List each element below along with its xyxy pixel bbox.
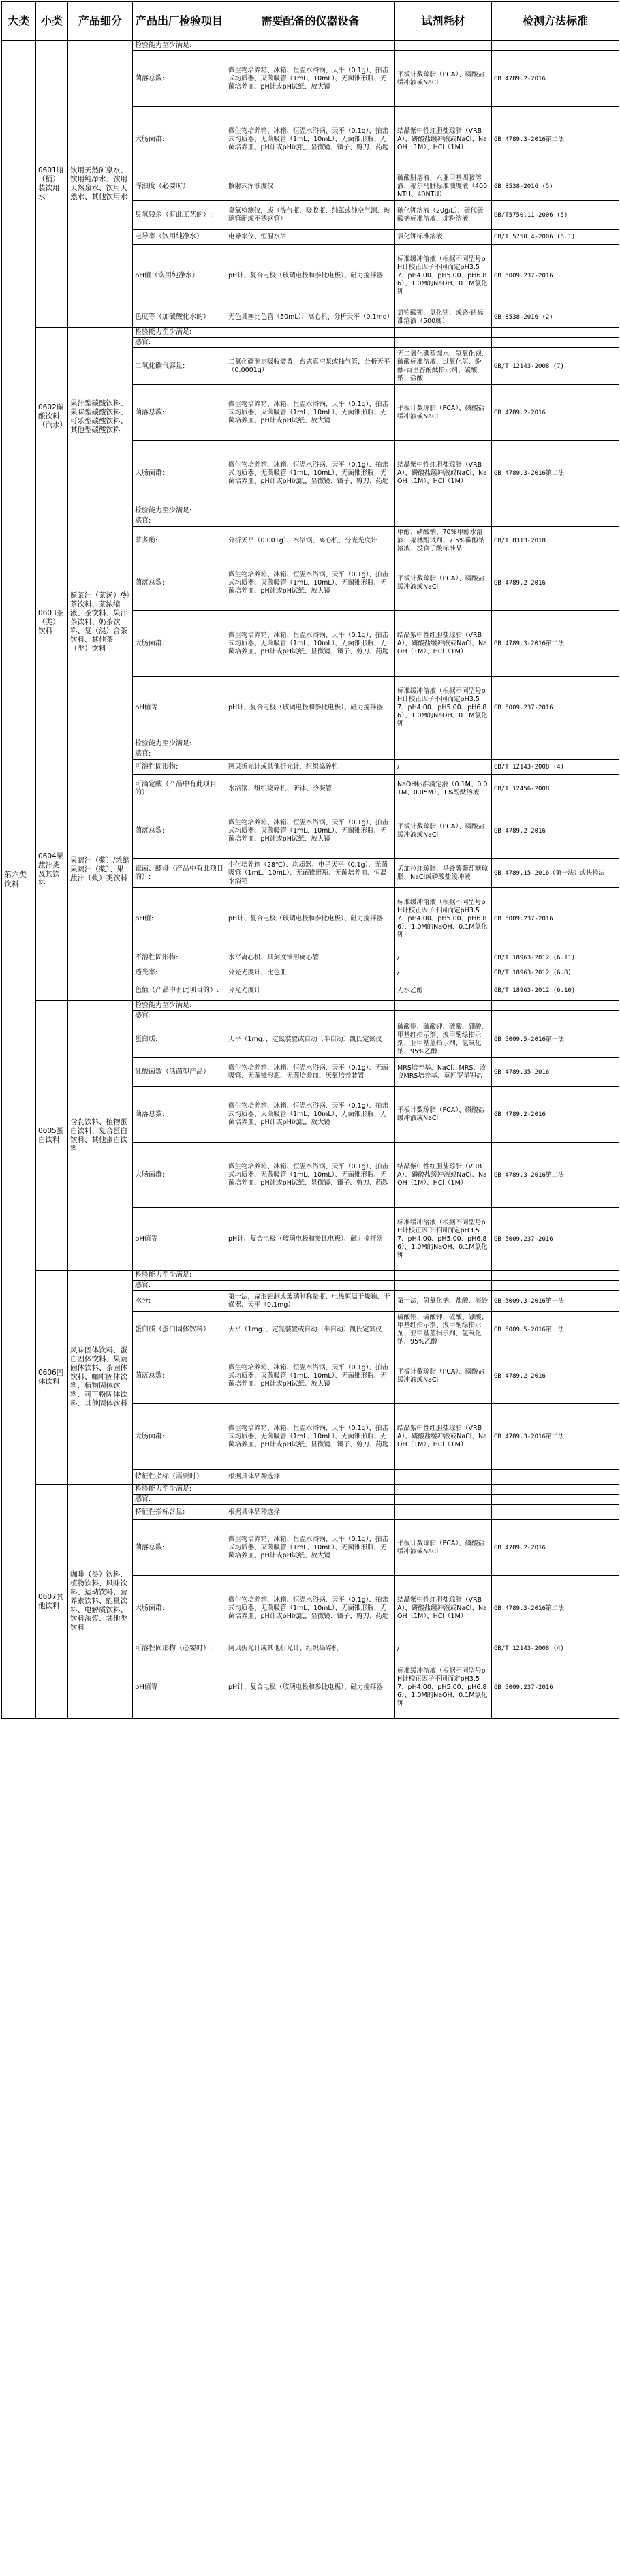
table-body <box>2 41 619 1719</box>
reagent-cell: 结晶紫中性红胆盐琼脂（VRBA）、磷酸盐缓冲液或NaCl、NaOH（1M）、HCl（1M） <box>395 1576 492 1641</box>
subcategory-cell: 0602碳酸饮料（汽水） <box>36 328 68 506</box>
subcategory-cell: 0607其他饮料 <box>36 1485 68 1719</box>
inspection-item-cell: 感官: <box>133 1495 226 1505</box>
table-row <box>2 739 619 749</box>
subcategory-cell: 0605蛋白饮料 <box>36 1001 68 1271</box>
inspection-item-cell: 检验能力至少满足: <box>133 739 226 749</box>
reagent-cell: 结晶紫中性红胆盐琼脂（VRBA）、磷酸盐缓冲液或NaCl、NaOH（1M）、HCl（1M） <box>395 107 492 172</box>
standard-cell: GB 4789.2-2016 <box>492 385 619 441</box>
product-detail-cell: 咖啡（类）饮料、植物饮料、风味饮料、运动饮料、营养素饮料、能量饮料、电解质饮料、饮料浓浆、其他类饮料 <box>68 1485 133 1719</box>
standard-cell <box>492 41 619 51</box>
standard-cell <box>492 1485 619 1495</box>
standard-cell: GB 5009.237-2016 <box>492 245 619 307</box>
inspection-item-cell: 检验能力至少满足: <box>133 41 226 51</box>
standard-cell: GB 5009.5-2016第一法 <box>492 1312 619 1348</box>
inspection-item-cell: 菌落总数: <box>133 1087 226 1143</box>
inspection-item-cell: 色度等（加碳酸化水的） <box>133 307 226 328</box>
subcategory-cell: 0604果蔬汁类及其饮料 <box>36 739 68 1001</box>
standard-cell <box>492 1271 619 1281</box>
reagent-cell <box>395 1470 492 1485</box>
reagent-cell: 平板计数琼脂（PCA）、磷酸盐缓冲液或NaCl <box>395 385 492 441</box>
reagent-cell: 平板计数琼脂（PCA）、磷酸盐缓冲液或NaCl <box>395 1087 492 1143</box>
inspection-item-cell: 色值（产品中有此项目的）: <box>133 980 226 1001</box>
standard-cell: GB 4789.3-2016第二法 <box>492 1576 619 1641</box>
equipment-cell: 臭氧检测仪，或（洗气瓶、吸收瓶、纯氮或纯空气源、玻璃管配或不锈钢管） <box>226 201 395 230</box>
inspection-item-cell: 水分: <box>133 1291 226 1312</box>
reagent-cell: 平板计数琼脂（PCA）、磷酸盐缓冲液或NaCl <box>395 1348 492 1404</box>
equipment-cell: 根据具体品种选择 <box>226 1505 395 1520</box>
product-detail-cell: 风味固体饮料、蛋白固体饮料、果蔬固体饮料、茶固体饮料、咖啡固体饮料、植物固体饮料、可可粉固体饮料、其他固体饮料 <box>68 1271 133 1485</box>
standard-cell: GB 4789.3-2016第二法 <box>492 107 619 172</box>
reagent-cell: 结晶紫中性红胆盐琼脂（VRBA）、磷酸盐缓冲液或NaCl、NaOH（1M）、HCl（1M） <box>395 1143 492 1208</box>
equipment-cell: 电导率仪、恒温水浴 <box>226 230 395 245</box>
reagent-cell <box>395 41 492 51</box>
reagent-cell: / <box>395 1641 492 1656</box>
inspection-item-cell: 透光率: <box>133 965 226 980</box>
inspection-item-cell: 感官: <box>133 338 226 348</box>
equipment-cell: 微生物培养箱、冰箱、恒温水浴锅、天平（0.1g）、拍击式均质器、灭菌吸管（1mL、10mL）、无菌锥形瓶、无菌培养皿、pH计或pH试纸、放大镜 <box>226 1348 395 1404</box>
standard-cell <box>492 739 619 749</box>
equipment-cell <box>226 506 395 516</box>
equipment-cell: 微生物培养箱、冰箱、恒温水浴锅、天平（0.1g）、拍击式均质器、无菌吸管（1mL、10mL）、无菌锥形瓶、无菌培养皿、pH计或pH试纸、显微镜、镊子、剪刀、药匙 <box>226 1576 395 1641</box>
standard-cell: GB 4789.2-2016 <box>492 51 619 107</box>
equipment-cell: 微生物培养箱、冰箱、恒温水浴锅、天平（0.1g）、拍击式均质器、无菌吸管（1mL、10mL）、无菌锥形瓶、无菌培养皿、pH计或pH试纸、显微镜、镊子、剪刀、药匙 <box>226 107 395 172</box>
standard-cell: GB 4789.2-2016 <box>492 1348 619 1404</box>
inspection-item-cell: 特征性指标含量: <box>133 1505 226 1520</box>
reagent-cell <box>395 516 492 527</box>
inspection-item-cell: 可溶性固形物（必要时）: <box>133 1641 226 1656</box>
table-row <box>2 506 619 516</box>
equipment-cell: 第一法，扁形铝制或玻璃制称量瓶、电热恒温干燥箱、干燥器、天平（0.1mg） <box>226 1291 395 1312</box>
inspection-item-cell: 感官: <box>133 749 226 760</box>
equipment-cell <box>226 1485 395 1495</box>
standard-cell: GB/T 18963-2012 (6.10) <box>492 980 619 1001</box>
standard-cell <box>492 516 619 527</box>
inspection-item-cell: 臭氧残余（有此工艺的）: <box>133 201 226 230</box>
equipment-cell: 微生物培养箱、冰箱、恒温水浴锅、天平（0.1g）、拍击式均质器、灭菌吸管（1mL、10mL）、无菌锥形瓶、无菌培养皿、pH计或pH试纸、放大镜 <box>226 555 395 611</box>
reagent-cell: 结晶紫中性红胆盐琼脂（VRBA）、磷酸盐缓冲液或NaCl、NaOH（1M）、HCl（1M） <box>395 1404 492 1470</box>
reagent-cell: 氯化钾标准溶液 <box>395 230 492 245</box>
inspection-item-cell: 可滴定酸（产品中有此项目的） <box>133 775 226 803</box>
equipment-cell: 微生物培养箱、冰箱、恒温水浴锅、天平（0.1g）、拍击式均质器、灭菌吸管（1mL、10mL）、无菌锥形瓶、无菌培养皿、pH计或pH试纸、放大镜 <box>226 385 395 441</box>
table-row <box>2 1271 619 1281</box>
standard-cell <box>492 328 619 338</box>
inspection-item-cell: 电导率（饮用纯净水） <box>133 230 226 245</box>
reagent-cell <box>395 506 492 516</box>
inspection-item-cell: 大肠菌群: <box>133 1143 226 1208</box>
standard-cell: GB/T 12143-2008 (4) <box>492 760 619 775</box>
standard-cell: GB 5009.237-2016 <box>492 1656 619 1719</box>
inspection-item-cell: 不溶性固形物: <box>133 950 226 965</box>
standard-cell: GB 5009.3-2016第一法 <box>492 1291 619 1312</box>
product-detail-cell: 果蔬汁（浆）/浓缩果蔬汁（浆）、果蔬汁（浆）类饮料 <box>68 739 133 1001</box>
reagent-cell: / <box>395 950 492 965</box>
inspection-item-cell: 浑浊度（必要时） <box>133 172 226 201</box>
inspection-item-cell: pH值: <box>133 888 226 950</box>
equipment-cell: 微生物培养箱、冰箱、恒温水浴锅、天平（0.1g）、拍击式均质器、无菌吸管（1mL、10mL）、无菌锥形瓶、无菌培养皿、pH计或pH试纸、显微镜、镊子、剪刀、药匙 <box>226 1404 395 1470</box>
reagent-cell: 碘化钾溶液（20g/L）、硫代硫酸钠标准溶液、淀粉溶液 <box>395 201 492 230</box>
reagent-cell: 结晶紫中性红胆盐琼脂（VRBA）、磷酸盐缓冲液或NaCl、NaOH（1M）、HCl（1M） <box>395 611 492 677</box>
standard-cell <box>492 1001 619 1011</box>
reagent-cell: NaOH标准滴定液（0.1M、0.01M、0.05M）、1%酚酞溶液 <box>395 775 492 803</box>
inspection-item-cell: 大肠菌群: <box>133 107 226 172</box>
header-category: 大类 <box>2 2 36 41</box>
equipment-cell: 微生物培养箱、冰箱、恒温水浴锅、天平（0.1g）、无菌吸管、无菌锥形瓶、无菌培养皿、厌氧培养装置 <box>226 1058 395 1087</box>
equipment-cell: 微生物培养箱、冰箱、恒温水浴锅、天平（0.1g）、拍击式均质器、灭菌吸管（1mL、10mL）、无菌锥形瓶、无菌培养皿、pH计或pH试纸、放大镜 <box>226 803 395 859</box>
standard-cell: GB 5009.237-2016 <box>492 677 619 739</box>
inspection-item-cell: pH值等 <box>133 1208 226 1271</box>
inspection-item-cell: 菌落总数: <box>133 1520 226 1576</box>
inspection-item-cell: 茶多酚: <box>133 527 226 555</box>
inspection-item-cell: 大肠菌群: <box>133 1576 226 1641</box>
standard-cell: GB 8538-2016 (5) <box>492 172 619 201</box>
equipment-cell: 水平离心机、具刻度锥形离心管 <box>226 950 395 965</box>
standard-cell: GB 4789.3-2016第二法 <box>492 441 619 506</box>
inspection-item-cell: 霉菌、酵母（产品中有此项目的）: <box>133 859 226 888</box>
equipment-cell: 散射式浑浊度仪 <box>226 172 395 201</box>
reagent-cell: 标准缓冲溶液（根据不同型号pH计校正因子不同而定pH3.57、pH4.00、pH5.00、pH6.86）、1.0M的NaOH、0.1M氯化钾 <box>395 1656 492 1719</box>
reagent-cell <box>395 1271 492 1281</box>
header-subcategory: 小类 <box>36 2 68 41</box>
reagent-cell <box>395 739 492 749</box>
reagent-cell: 甲醇、磷酸钠、70%甲醇水溶液、福林酚试剂、7.5%碳酸钠溶液、没食子酸标准品 <box>395 527 492 555</box>
inspection-item-cell: 感官: <box>133 516 226 527</box>
standard-cell: GB 4789.35-2016 <box>492 1058 619 1087</box>
reagent-cell <box>395 1281 492 1291</box>
product-detail-cell: 原茶汁（茶汤）/纯茶饮料、茶浓缩液、茶饮料、果汁茶饮料、奶茶饮料、复（混）合茶饮料、其他茶（类）饮料 <box>68 506 133 739</box>
inspection-item-cell: 检验能力至少满足: <box>133 328 226 338</box>
standard-cell <box>492 1281 619 1291</box>
equipment-table <box>1 1 619 1719</box>
standard-cell: GB 4789.2-2016 <box>492 1087 619 1143</box>
inspection-item-cell: 可溶性固形物: <box>133 760 226 775</box>
product-detail-cell: 含乳饮料、植物蛋白饮料、复合蛋白饮料、其他蛋白饮料 <box>68 1001 133 1271</box>
standard-cell: GB/T 12456-2008 <box>492 775 619 803</box>
equipment-cell: 微生物培养箱、冰箱、恒温水浴锅、天平（0.1g）、拍击式均质器、灭菌吸管（1mL、10mL）、无菌锥形瓶、无菌培养皿、pH计或pH试纸、放大镜 <box>226 51 395 107</box>
standard-cell: GB 5009.237-2016 <box>492 1208 619 1271</box>
equipment-cell: 无色具塞比色管（50mL）、高心机、分析天平（0.1mg） <box>226 307 395 328</box>
inspection-item-cell: pH值等 <box>133 1656 226 1719</box>
equipment-cell: 微生物培养箱、冰箱、恒温水浴锅、天平（0.1g）、拍击式均质器、无菌吸管（1mL、10mL）、无菌锥形瓶、无菌培养皿、pH计或pH试纸、显微镜、镊子、剪刀、药匙 <box>226 441 395 506</box>
inspection-item-cell: 特征性指标（需要时） <box>133 1470 226 1485</box>
reagent-cell <box>395 749 492 760</box>
reagent-cell: 硫酸肼溶液、六亚甲基四胺溶液、福尔马肼标准浊度液（400NTU、40NTU） <box>395 172 492 201</box>
equipment-cell: pH计、复合电极（玻璃电极和参比电极）、磁力搅拌器 <box>226 245 395 307</box>
table-row <box>2 41 619 51</box>
equipment-cell: 生化培养箱（28℃）、均质器、电子天平（0.1g）、无菌吸管（1mL、10mL）、无菌锥形瓶、无菌培养皿、恒温水浴箱 <box>226 859 395 888</box>
standard-cell: GB 4789.15-2016（第一法）或快检法 <box>492 859 619 888</box>
equipment-cell <box>226 1011 395 1021</box>
inspection-item-cell: 大肠菌群: <box>133 441 226 506</box>
reagent-cell: 平板计数琼脂（PCA）、磷酸盐缓冲液或NaCl <box>395 555 492 611</box>
subcategory-cell: 0601瓶（桶）装饮用水 <box>36 41 68 328</box>
inspection-item-cell: 蛋白质: <box>133 1021 226 1058</box>
equipment-cell: 天平（1mg）、定氮装置或自动（半自动）凯氏定氮仪 <box>226 1021 395 1058</box>
equipment-cell <box>226 749 395 760</box>
equipment-cell: pH计、复合电极（玻璃电极和参比电极）、磁力搅拌器 <box>226 1656 395 1719</box>
table-row <box>2 328 619 338</box>
reagent-cell <box>395 1485 492 1495</box>
reagent-cell: MRS培养基、NaCl、MRS、改良MRS培养基、莫匹罗星锂盐 <box>395 1058 492 1087</box>
equipment-cell: pH计、复合电极（玻璃电极和参比电极）、磁力搅拌器 <box>226 1208 395 1271</box>
equipment-cell <box>226 1495 395 1505</box>
table-row <box>2 1485 619 1495</box>
equipment-cell: pH计、复合电极（玻璃电极和参比电极）、磁力搅拌器 <box>226 677 395 739</box>
inspection-item-cell: 检验能力至少满足: <box>133 1485 226 1495</box>
product-detail-cell: 果汁型碳酸饮料、果味型碳酸饮料、可乐型碳酸饮料、其他型碳酸饮料 <box>68 328 133 506</box>
inspection-item-cell: 二氧化碳气容量: <box>133 348 226 385</box>
standard-cell: GB/T 5750.4-2006 (6.1) <box>492 230 619 245</box>
equipment-cell <box>226 516 395 527</box>
standard-cell: GB 4789.3-2016第二法 <box>492 611 619 677</box>
reagent-cell: 硫酸铜、硫酸钾、硫酸、硼酸、甲基红指示剂、溴甲酚绿指示剂、亚甲基蓝指示剂、氢氧化钠、95%乙醇 <box>395 1312 492 1348</box>
reagent-cell: 硫酸铜、硫酸钾、硫酸、硼酸、甲基红指示剂、溴甲酚绿指示剂、亚甲基蓝指示剂、氢氧化钠、95%乙醇 <box>395 1021 492 1058</box>
standard-cell: GB 8538-2016 (2) <box>492 307 619 328</box>
equipment-cell: 阿贝折光计或其他折光计、组织捣碎机 <box>226 1641 395 1656</box>
equipment-cell: 分析天平（0.001g）、水浴锅、离心机、分光光度计 <box>226 527 395 555</box>
standard-cell <box>492 1470 619 1485</box>
reagent-cell: 标准缓冲溶液（根据不同型号pH计校正因子不同而定pH3.57、pH4.00、pH5.00、pH6.86）、1.0M的NaOH、0.1M氯化钾 <box>395 888 492 950</box>
equipment-cell: 二氧化碳测定吸收装置，台式真空泵或抽气管，分析天平（0.0001g） <box>226 348 395 385</box>
product-detail-cell: 饮用天然矿泉水、饮用纯净水、饮用天然泉水、饮用天然水、其他饮用水 <box>68 41 133 328</box>
inspection-item-cell: 检验能力至少满足: <box>133 1271 226 1281</box>
equipment-cell <box>226 338 395 348</box>
equipment-cell <box>226 1271 395 1281</box>
equipment-cell: 微生物培养箱、冰箱、恒温水浴锅、天平（0.1g）、拍击式均质器、无菌吸管（1mL、10mL）、无菌锥形瓶、无菌培养皿、pH计或pH试纸、显微镜、镊子、剪刀、药匙 <box>226 611 395 677</box>
reagent-cell <box>395 328 492 338</box>
standard-cell <box>492 1495 619 1505</box>
reagent-cell: 孟加拉红琼脂、马铃薯葡萄糖琼脂、NaCl或磷酸盐缓冲液 <box>395 859 492 888</box>
inspection-item-cell: 大肠菌群: <box>133 611 226 677</box>
reagent-cell: 标准缓冲溶液（根据不同型号pH计校正因子不同而定pH3.57、pH4.00、pH5.00、pH6.86）、1.0M的NaOH、0.1M氯化钾 <box>395 677 492 739</box>
standard-cell: GB 4789.2-2016 <box>492 1520 619 1576</box>
reagent-cell <box>395 338 492 348</box>
inspection-item-cell: 菌落总数: <box>133 51 226 107</box>
standard-cell: GB 4789.3-2016第二法 <box>492 1404 619 1470</box>
standard-cell: GB 5009.237-2016 <box>492 888 619 950</box>
inspection-item-cell: 感官: <box>133 1281 226 1291</box>
inspection-item-cell: 菌落总数: <box>133 1348 226 1404</box>
standard-cell <box>492 506 619 516</box>
reagent-cell <box>395 1001 492 1011</box>
equipment-cell: pH计、复合电极（玻璃电极和参比电极）、磁力搅拌器 <box>226 888 395 950</box>
equipment-cell <box>226 739 395 749</box>
header-standard: 检测方法标准 <box>492 2 619 41</box>
header-reagents: 试剂耗材 <box>395 2 492 41</box>
reagent-cell: 无二氧化碳蒸馏水、氢氧化钡、硫酸标准溶液、过氧化氢、酚酞-百里香酚酞指示剂、碳酸钠、盐酸 <box>395 348 492 385</box>
standard-cell: GB/T 12143-2008 (4) <box>492 1641 619 1656</box>
header-product-detail: 产品细分 <box>68 2 133 41</box>
page <box>1 1 619 1719</box>
subcategory-cell: 0606固体饮料 <box>36 1271 68 1485</box>
standard-cell: GB/T 12143-2008 (7) <box>492 348 619 385</box>
inspection-item-cell: 感官: <box>133 1011 226 1021</box>
standard-cell <box>492 1505 619 1520</box>
inspection-item-cell: 大肠菌群: <box>133 1404 226 1470</box>
reagent-cell: / <box>395 760 492 775</box>
reagent-cell: 平板计数琼脂（PCA）、磷酸盐缓冲液或NaCl <box>395 51 492 107</box>
standard-cell <box>492 338 619 348</box>
equipment-cell: 分光光度计、比色皿 <box>226 965 395 980</box>
reagent-cell: 结晶紫中性红胆盐琼脂（VRBA）、磷酸盐缓冲液或NaCl、NaOH（1M）、HCl（1M） <box>395 441 492 506</box>
category-cell: 第六类 饮料 <box>2 41 36 1719</box>
inspection-item-cell: 蛋白质（蛋白固体饮料） <box>133 1312 226 1348</box>
equipment-cell: 天平（1mg）、定氮装置或自动（半自动）凯氏定氮仪 <box>226 1312 395 1348</box>
equipment-cell: 阿贝折光计或其他折光计、组织捣碎机 <box>226 760 395 775</box>
reagent-cell: 标准缓冲溶液（根据不同型号pH计校正因子不同而定pH3.57、pH4.00、pH5.00、pH6.86）、1.0M的NaOH、0.1M氯化钾 <box>395 245 492 307</box>
standard-cell: GB 4789.3-2016第二法 <box>492 1143 619 1208</box>
inspection-item-cell: 菌落总数: <box>133 385 226 441</box>
standard-cell <box>492 1011 619 1021</box>
standard-cell: GB 4789.2-2016 <box>492 555 619 611</box>
inspection-item-cell: pH值等 <box>133 677 226 739</box>
inspection-item-cell: 菌落总数: <box>133 555 226 611</box>
reagent-cell <box>395 1011 492 1021</box>
reagent-cell <box>395 1505 492 1520</box>
equipment-cell: 微生物培养箱、冰箱、恒温水浴锅、天平（0.1g）、拍击式均质器、灭菌吸管（1mL、10mL）、无菌锥形瓶、无菌培养皿、pH计或pH试纸、放大镜 <box>226 1520 395 1576</box>
standard-cell: GB/T 8313-2018 <box>492 527 619 555</box>
equipment-cell: 分光光度计 <box>226 980 395 1001</box>
equipment-cell: 水浴锅、组织捣碎机、研钵、冷凝管 <box>226 775 395 803</box>
standard-cell <box>492 749 619 760</box>
reagent-cell <box>395 1495 492 1505</box>
reagent-cell: 第一法，氢氧化钠、盐酸、海砂 <box>395 1291 492 1312</box>
reagent-cell: 无水乙醇 <box>395 980 492 1001</box>
reagent-cell: 标准缓冲溶液（根据不同型号pH计校正因子不同而定pH3.57、pH4.00、pH5.00、pH6.86）、1.0M的NaOH、0.1M氯化钾 <box>395 1208 492 1271</box>
subcategory-cell: 0603茶（类）饮料 <box>36 506 68 739</box>
reagent-cell: 平板计数琼脂（PCA）、磷酸盐缓冲液或NaCl <box>395 1520 492 1576</box>
standard-cell: GB 5009.5-2016第一法 <box>492 1021 619 1058</box>
standard-cell: GB/T5750.11-2006 (5) <box>492 201 619 230</box>
equipment-cell: 微生物培养箱、冰箱、恒温水浴锅、天平（0.1g）、拍击式均质器、无菌吸管（1mL、10mL）、无菌锥形瓶、无菌培养皿、pH计或pH试纸、显微镜、镊子、剪刀、药匙 <box>226 1143 395 1208</box>
standard-cell: GB 4789.2-2016 <box>492 803 619 859</box>
header-inspection-item: 产品出厂检验项目 <box>133 2 226 41</box>
standard-cell: GB/T 18963-2012 (6.11) <box>492 950 619 965</box>
equipment-cell: 根据具体品种选择 <box>226 1470 395 1485</box>
equipment-cell <box>226 1001 395 1011</box>
header-row <box>2 2 619 41</box>
inspection-item-cell: 乳酸菌数（活菌型产品） <box>133 1058 226 1087</box>
header-equipment: 需要配备的仪器设备 <box>226 2 395 41</box>
equipment-cell <box>226 328 395 338</box>
table-row <box>2 1001 619 1011</box>
inspection-item-cell: pH值（饮用纯净水） <box>133 245 226 307</box>
reagent-cell: 氯铂酸钾、氯化钴、或铬·钴标准溶液（500度） <box>395 307 492 328</box>
standard-cell: GB/T 18963-2012 (6.8) <box>492 965 619 980</box>
equipment-cell <box>226 41 395 51</box>
inspection-item-cell: 检验能力至少满足: <box>133 506 226 516</box>
reagent-cell: / <box>395 965 492 980</box>
inspection-item-cell: 检验能力至少满足: <box>133 1001 226 1011</box>
reagent-cell: 平板计数琼脂（PCA）、磷酸盐缓冲液或NaCl <box>395 803 492 859</box>
equipment-cell: 微生物培养箱、冰箱、恒温水浴锅、天平（0.1g）、拍击式均质器、灭菌吸管（1mL、10mL）、无菌锥形瓶、无菌培养皿、pH计或pH试纸、放大镜 <box>226 1087 395 1143</box>
equipment-cell <box>226 1281 395 1291</box>
inspection-item-cell: 菌落总数: <box>133 803 226 859</box>
